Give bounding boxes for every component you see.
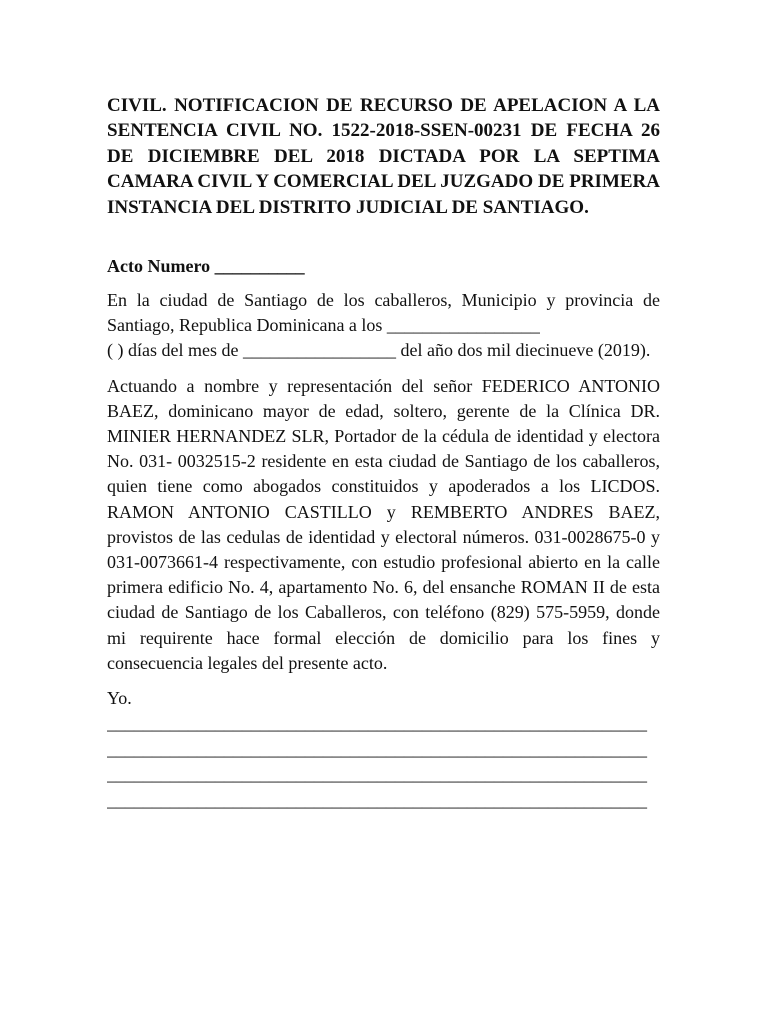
paragraph-date-line1: En la ciudad de Santiago de los caballeros, Municipio y provincia de Santiago, Republica Dominicana a los _________________	[107, 290, 660, 336]
blank-line: ____________________________________________________________	[107, 713, 647, 734]
paragraph-date-line2: ( ) días del mes de _________________ del año dos mil diecinueve (2019).	[107, 340, 651, 361]
acto-numero: Acto Numero __________	[107, 256, 305, 277]
blank-line: ____________________________________________________________	[107, 764, 647, 785]
yo-label: Yo.	[107, 688, 132, 709]
blank-line: ____________________________________________________________	[107, 789, 647, 810]
document-page	[107, 93, 660, 813]
paragraph-representation: Actuando a nombre y representación del señor FEDERICO ANTONIO BAEZ, dominicano mayor de edad, soltero, gerente de la Clínica DR. MINIER HERNANDEZ SLR, Portador de la cédula de identidad y electora No. 031- 0032515-2 residente en esta ciudad de Santiago de los caballeros, quien tiene como abogados constituidos y apoderados a los LICDOS. RAMON ANTONIO CASTILLO y REMBERTO ANDRES BAEZ, provistos de las cedulas de identidad y electoral números. 031-0028675-0 y 031-0073661-4 respectivamente, con estudio profesional abierto en la calle primera edificio No. 4, apartamento No. 6, del ensanche ROMAN II de esta ciudad de Santiago de los Caballeros, con teléfono (829) 575-5959, donde mi requirente hace formal elección de domicilio para los fines y consecuencia legales del presente acto.	[107, 375, 660, 673]
paragraph-date	[107, 288, 660, 364]
blank-lines	[107, 711, 660, 813]
document-title: CIVIL. NOTIFICACION DE RECURSO DE APELACION A LA SENTENCIA CIVIL NO. 1522-2018-SSEN-00231 DE FECHA 26 DE DICIEMBRE DEL 2018 DICTADA POR LA SEPTIMA CAMARA CIVIL Y COMERCIAL DEL JUZGADO DE PRIMERA INSTANCIA DEL DISTRITO JUDICIAL DE SANTIAGO.	[107, 95, 660, 218]
blank-line: ____________________________________________________________	[107, 738, 647, 759]
